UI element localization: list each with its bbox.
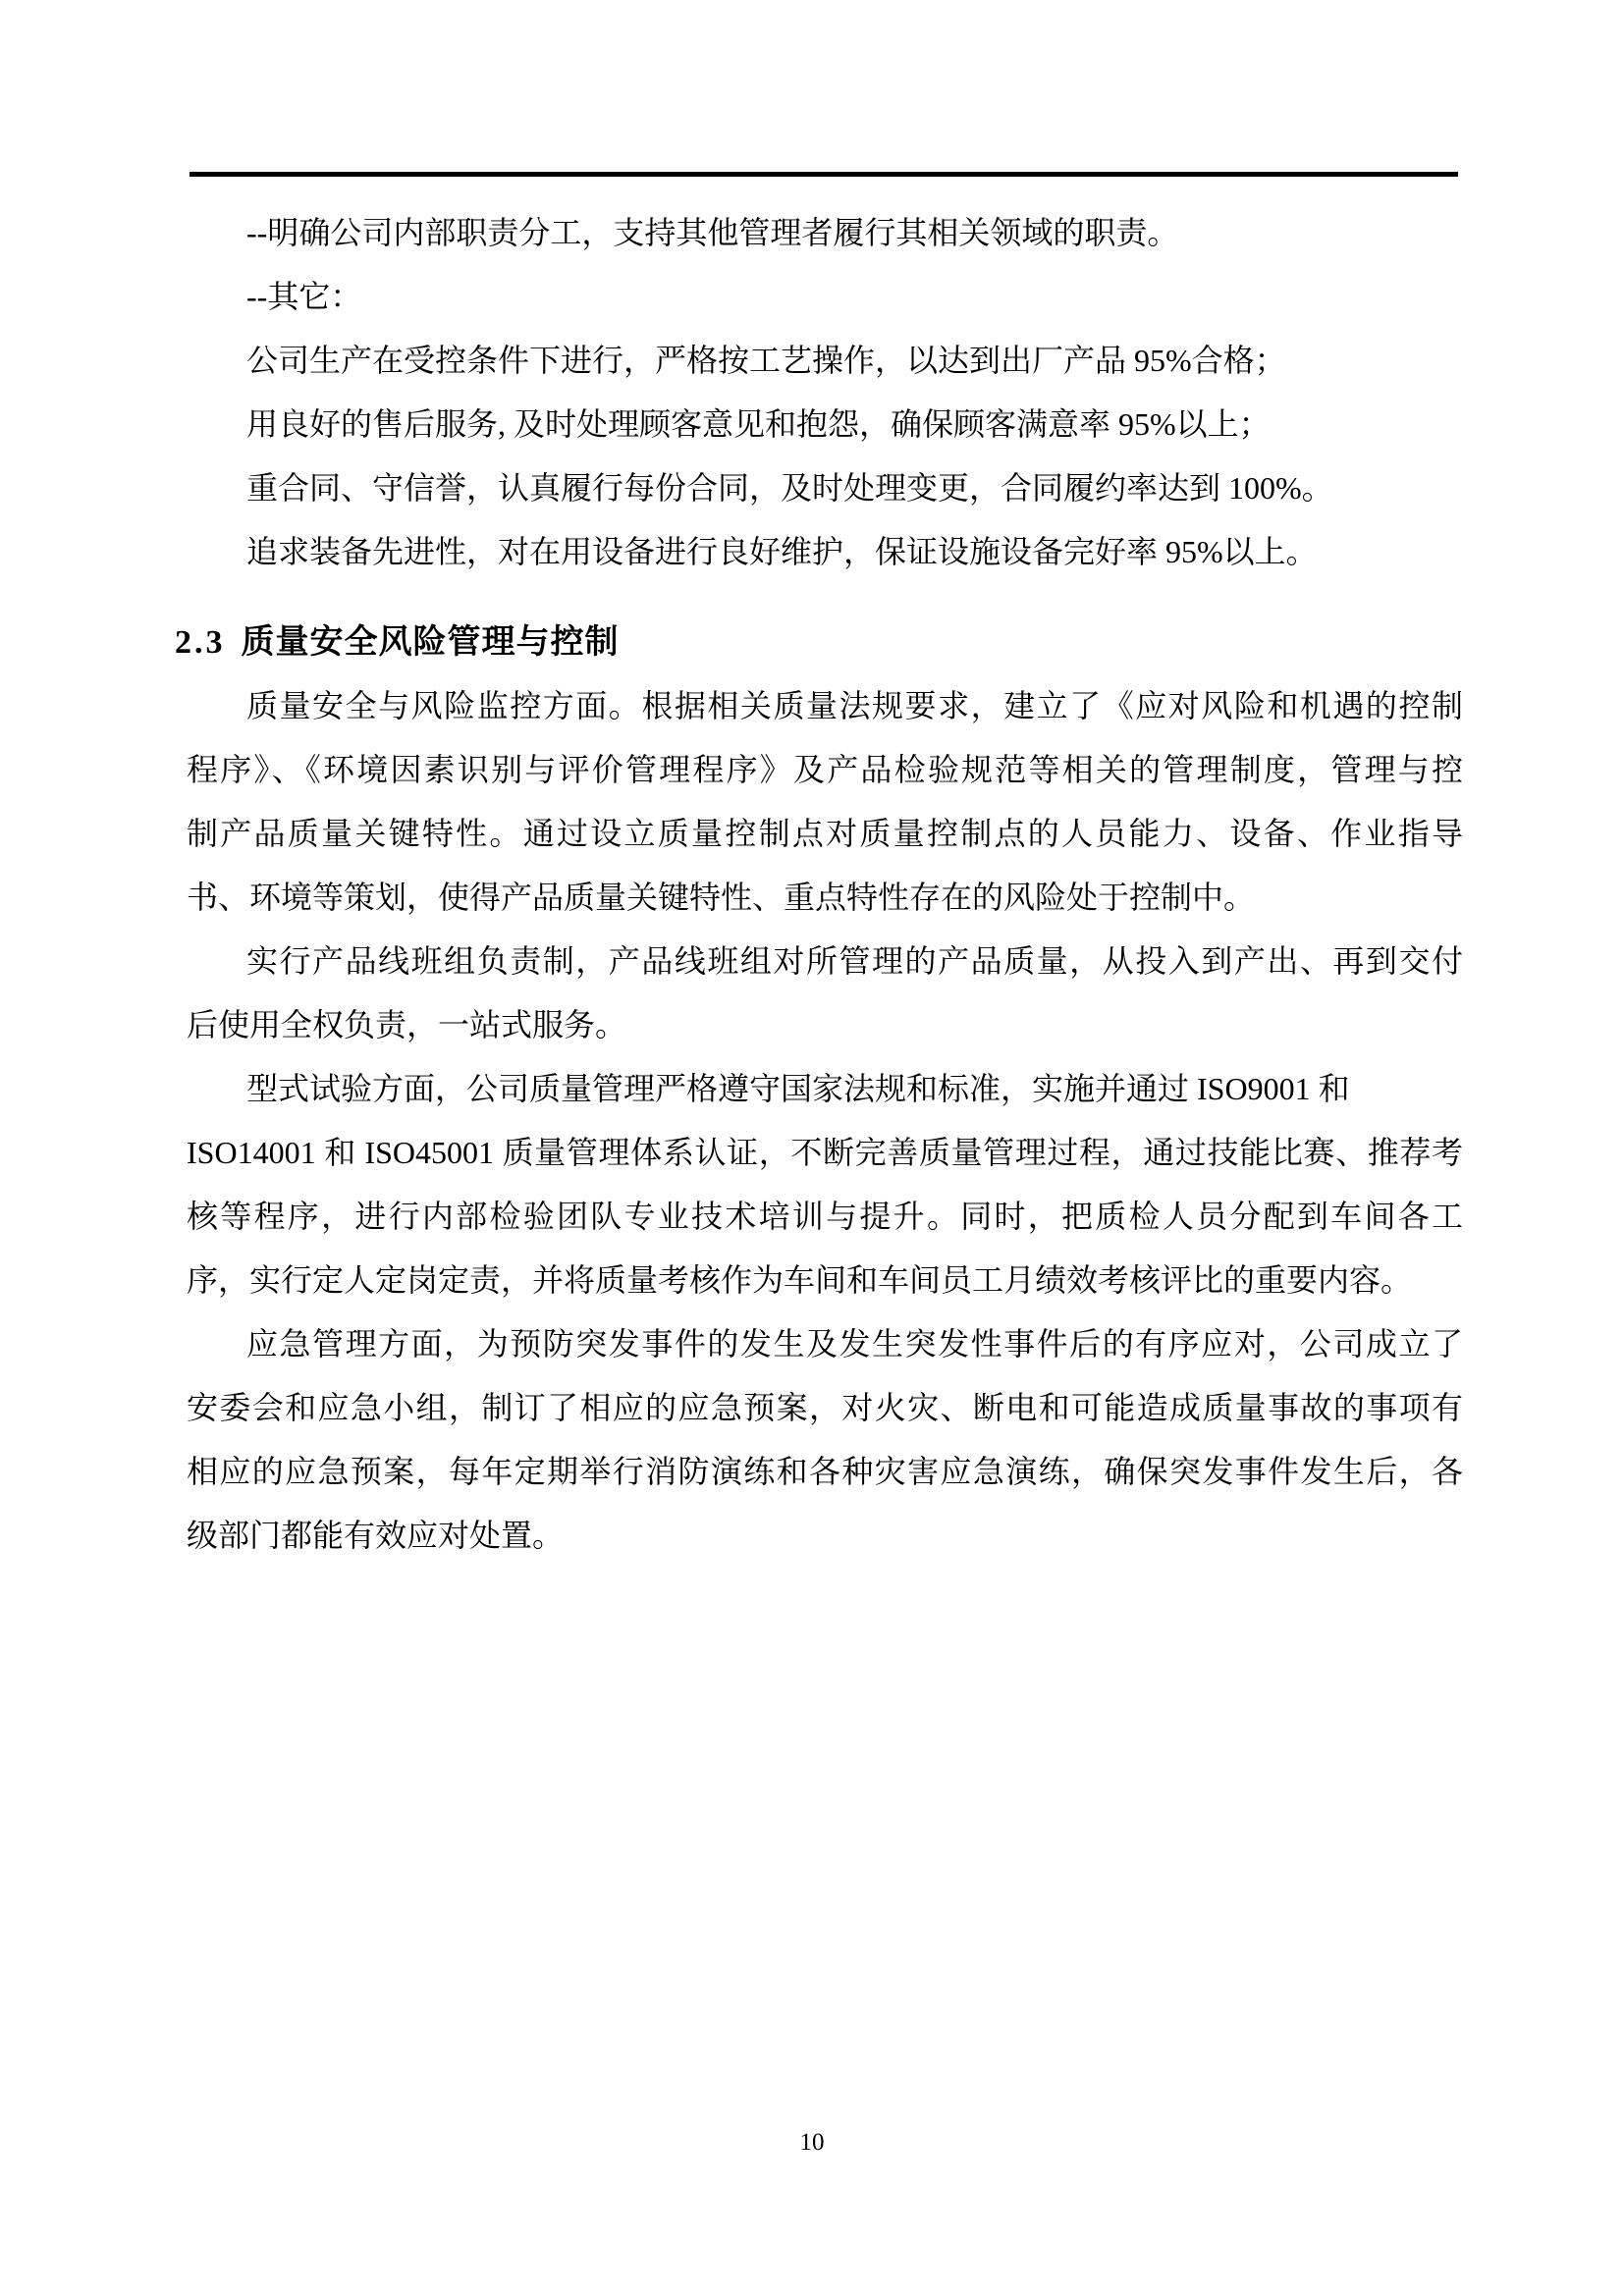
text-line: 应急管理方面，为预防突发事件的发生及发生突发性事件后的有序应对，公司成立了	[246, 1326, 1463, 1362]
section-heading	[175, 611, 1463, 674]
section-heading-number: 2.3	[175, 624, 226, 661]
text-line: 核等程序，进行内部检验团队专业技术培训与提升。同时，把质检人员分配到车间各工	[187, 1199, 1463, 1234]
header-rule	[189, 172, 1458, 177]
document-body	[175, 201, 1463, 1568]
text-line: 级部门都能有效应对处置。	[187, 1518, 565, 1553]
text-line: 公司生产在受控条件下进行，严格按工艺操作，以达到出厂产品 95%合格；	[246, 343, 1286, 378]
text-line: 程序》、《环境因素识别与评价管理程序》及产品检验规范等相关的管理制度，管理与控	[187, 752, 1463, 787]
section-heading-title: 质量安全风险管理与控制	[241, 623, 620, 661]
text-line: 序，实行定人定岗定责，并将质量考核作为车间和车间员工月绩效考核评比的重要内容。	[187, 1262, 1413, 1298]
text-line: 后使用全权负责，一站式服务。	[187, 1007, 627, 1042]
text-line: 安委会和应急小组，制订了相应的应急预案，对火灾、断电和可能造成质量事故的事项有	[187, 1390, 1463, 1425]
text-line: 追求装备先进性，对在用设备进行良好维护，保证设施设备完好率 95%以上。	[246, 534, 1318, 569]
text-line: 用良好的售后服务, 及时处理顾客意见和抱怨，确保顾客满意率 95%以上；	[246, 406, 1271, 442]
text-line: --其它：	[246, 279, 362, 314]
text-line: ISO14001 和 ISO45001 质量管理体系认证，不断完善质量管理过程，通过技能比赛、推荐考	[187, 1135, 1463, 1170]
text-line: 型式试验方面，公司质量管理严格遵守国家法规和标准，实施并通过 ISO9001 和	[246, 1071, 1350, 1106]
text-line: 重合同、守信誉，认真履行每份合同，及时处理变更，合同履约率达到 100%。	[246, 470, 1333, 506]
text-line: 实行产品线班组负责制，产品线班组对所管理的产品质量，从投入到产出、再到交付	[246, 943, 1463, 979]
text-line: 制产品质量关键特性。通过设立质量控制点对质量控制点的人员能力、设备、作业指导	[187, 816, 1463, 851]
page-number: 10	[799, 2129, 825, 2156]
text-line: 相应的应急预案，每年定期举行消防演练和各种灾害应急演练，确保突发事件发生后，各	[187, 1454, 1463, 1489]
text-line: 书、环境等策划，使得产品质量关键特性、重点特性存在的风险处于控制中。	[187, 880, 1256, 915]
text-line: 质量安全与风险监控方面。根据相关质量法规要求，建立了《应对风险和机遇的控制	[246, 688, 1463, 723]
text-line: --明确公司内部职责分工，支持其他管理者履行其相关领域的职责。	[246, 215, 1179, 250]
